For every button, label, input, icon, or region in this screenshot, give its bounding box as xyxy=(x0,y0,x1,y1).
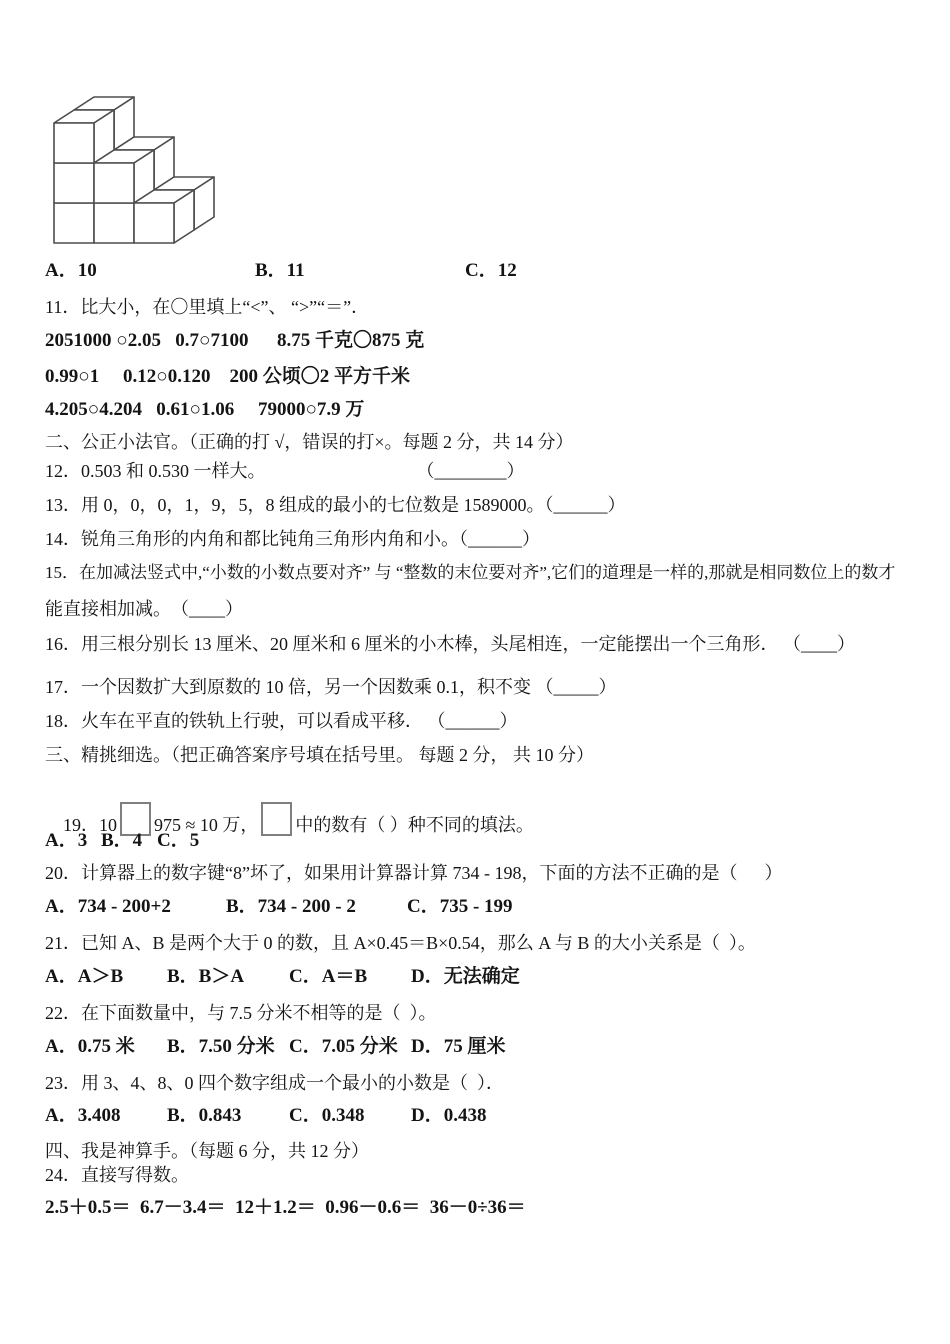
question-14 xyxy=(45,527,540,551)
question-22-text: 22．在下面数量中，与 7.5 分米不相等的是（ ）。 xyxy=(45,1003,437,1023)
question-22-options xyxy=(45,1035,505,1059)
question-12-answer-blank: （________） xyxy=(425,461,525,481)
section-2-title: 二、公正小法官。（正确的打 √，错误的打×。每题 2 分，共 14 分） xyxy=(45,432,574,452)
option-c: C．7.05 分米 xyxy=(289,1036,398,1057)
question-11-compare-row-3 xyxy=(45,398,364,422)
question-13-text: 13．用 0，0，0，1，9，5，8 组成的最小的七位数是 1589000。（______） xyxy=(45,495,626,515)
option-d: D．75 厘米 xyxy=(411,1036,506,1057)
question-11-text: 11．比大小，在〇里填上“<”、 “>”“＝”． xyxy=(45,297,370,317)
option-c: C．0.348 xyxy=(289,1105,365,1126)
question-21-options xyxy=(45,965,520,989)
question-15-text-1: 15．在加减法竖式中,“小数的小数点要对齐” 与 “整数的末位要对齐”,它们的道理是一样的,那就是相同数位上的数才 xyxy=(45,563,896,582)
question-12 xyxy=(45,459,525,483)
question-18-text: 18．火车在平直的铁轨上行驶，可以看成平移． （______） xyxy=(45,711,518,731)
question-21-text: 21．已知 A、B 是两个大于 0 的数，且 A×0.45＝B×0.54，那么 A 与 B 的大小关系是（ ）。 xyxy=(45,933,756,953)
question-17-text: 17．一个因数扩大到原数的 10 倍，另一个因数乘 0.1，积不变 （_____） xyxy=(45,677,617,697)
question-11 xyxy=(45,295,369,319)
compare-row-1-text: 2051000 ○2.05 0.7○7100 8.75 千克〇875 克 xyxy=(45,330,425,351)
option-a: A．3 xyxy=(45,830,88,851)
option-d: D．0.438 xyxy=(411,1105,487,1126)
question-10-options xyxy=(45,259,517,283)
question-23 xyxy=(45,1071,504,1095)
option-c: C．A＝B xyxy=(289,966,368,987)
question-24-text: 24．直接写得数。 xyxy=(45,1165,189,1185)
question-24 xyxy=(45,1163,189,1187)
section-2-header xyxy=(45,430,574,454)
question-16-text: 16．用三根分别长 13 厘米、20 厘米和 6 厘米的小木棒，头尾相连，一定能摆出一个三角形． （____） xyxy=(45,634,855,654)
section-3-header xyxy=(45,743,594,767)
calculation-row-text: 2.5＋0.5＝ 6.7－3.4＝ 12＋1.2＝ 0.96－0.6＝ 36－0÷36＝ xyxy=(45,1197,526,1218)
option-b: B．0.843 xyxy=(167,1105,242,1126)
question-11-compare-row-1 xyxy=(45,329,424,353)
question-13 xyxy=(45,493,626,517)
question-19-options xyxy=(45,829,199,853)
option-c: C．12 xyxy=(465,260,517,281)
section-4-header xyxy=(45,1139,369,1163)
option-a: A．3.408 xyxy=(45,1105,121,1126)
section-4-title: 四、我是神算手。（每题 6 分，共 12 分） xyxy=(45,1141,369,1161)
question-22 xyxy=(45,1001,437,1025)
blank-box-2 xyxy=(261,802,292,836)
option-c: C．735 - 199 xyxy=(407,896,513,917)
question-15-line-1 xyxy=(45,561,895,585)
question-15-line-2 xyxy=(45,597,243,621)
question-11-compare-row-2 xyxy=(45,365,410,389)
section-3-title: 三、精挑细选。（把正确答案序号填在括号里。 每题 2 分， 共 10 分） xyxy=(45,745,594,765)
option-a: A．0.75 米 xyxy=(45,1036,135,1057)
option-c: C．5 xyxy=(157,830,200,851)
question-17 xyxy=(45,675,617,699)
option-b: B．7.50 分米 xyxy=(167,1036,275,1057)
question-19-text-2: 975 ≈ 10 万， xyxy=(154,815,259,835)
option-a: A．734 - 200+2 xyxy=(45,896,171,917)
option-b: B．B＞A xyxy=(167,966,245,987)
question-18 xyxy=(45,709,518,733)
question-23-text: 23．用 3、4、8、0 四个数字组成一个最小的小数是（ ）． xyxy=(45,1073,504,1093)
option-b: B．11 xyxy=(255,260,305,281)
question-20-text: 20．计算器上的数字键“8”坏了，如果用计算器计算 734 - 198，下面的方法不正确的是（ ） xyxy=(45,863,783,883)
question-16 xyxy=(45,632,855,656)
question-20-options xyxy=(45,895,513,919)
question-20 xyxy=(45,861,782,885)
compare-row-3-text: 4.205○4.204 0.61○1.06 79000○7.9 万 xyxy=(45,399,365,420)
question-24-calculations xyxy=(45,1196,526,1220)
question-12-text: 12．0.503 和 0.530 一样大。 xyxy=(45,461,266,481)
question-19-text-1: 19．10 xyxy=(63,815,117,835)
cube-stack-figure xyxy=(48,90,228,252)
option-a: A．A＞B xyxy=(45,966,124,987)
question-21 xyxy=(45,931,756,955)
option-a: A．10 xyxy=(45,260,97,281)
question-19-text-3: 中的数有（ ）种不同的填法。 xyxy=(295,815,534,835)
question-15-text-2: 能直接相加减。 （____） xyxy=(45,599,243,619)
option-b: B．4 xyxy=(101,830,143,851)
question-23-options xyxy=(45,1104,486,1128)
question-14-text: 14．锐角三角形的内角和都比钝角三角形内角和小。（______） xyxy=(45,529,540,549)
option-b: B．734 - 200 - 2 xyxy=(226,896,356,917)
compare-row-2-text: 0.99○1 0.12○0.120 200 公顷〇2 平方千米 xyxy=(45,366,410,387)
option-d: D．无法确定 xyxy=(411,966,520,987)
